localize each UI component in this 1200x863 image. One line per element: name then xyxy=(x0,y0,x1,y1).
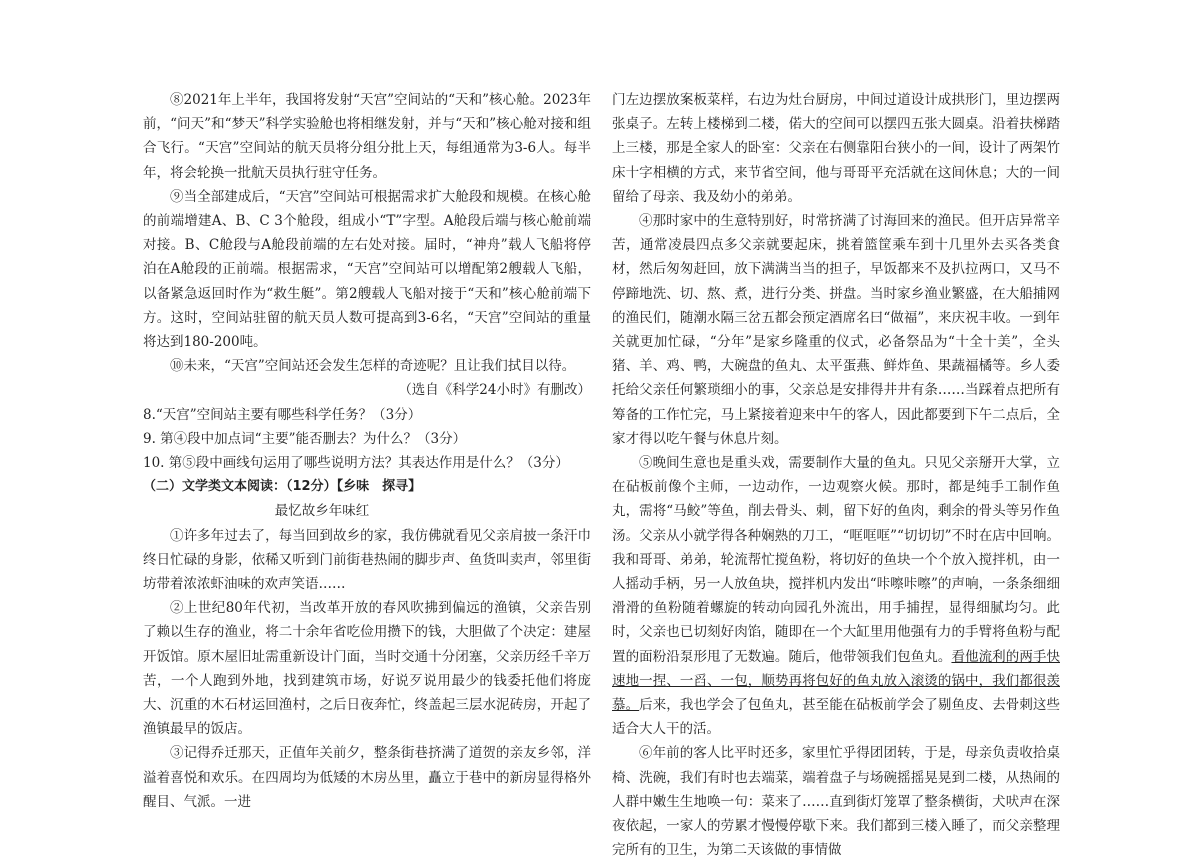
story-paragraph-3-continued: 门左边摆放案板菜样，右边为灶台厨房，中间过道设计成拱形门，里边摆两张桌子。左转上楼梯到二楼，偌大的空间可以摆四五张大圆桌。沿着扶梯踏上三楼，那是全家人的卧室：父亲在右侧靠阳台狭小的一间，设计了两架竹床十字相横的方式，来节省空间，他与哥哥平充活就在这间休息；大的一间留给了母亲、我及幼小的弟弟。 xyxy=(612,92,1060,205)
story-paragraph-5 xyxy=(612,451,1060,741)
left-column xyxy=(143,88,591,814)
article-paragraph-8: ⑧2021年上半年，我国将发射“天宫”空间站的“天和”核心舱。2023年前，“问天”和“梦天”科学实验舱也将相继发射，并与“天和”核心舱对接和组合飞行。“天宫”空间站的航天员将分组分批上天，每组通常为3-6人。每半年，将会轮换一批航天员执行驻守任务。 xyxy=(143,92,591,181)
underlined-sentence: 看他流利的两手快速地一捏、一舀、一包，顺势再将包好的鱼丸放入滚烫的锅中，我们都很羡慕。 xyxy=(612,648,1060,714)
article-paragraph-9: ⑨当全部建成后，“天宫”空间站可根据需求扩大舱段和规模。在核心舱的前端增建A、B、C 3个舱段，组成小“T”字型。A舱段后端与核心舱前端对接。B、C舱段与A舱段前端的左右处对接。届时，“神舟”载人飞船将停泊在A舱段的正前端。根据需求，“天宫”空间站可以增配第2艘载人飞船，以备紧急返回时作为“救生艇”。第2艘载人飞船对接于“天和”核心舱前端下方。这时，空间站驻留的航天员人数可提高到3-6名，“天宫”空间站的重量将达到180-200吨。 xyxy=(143,188,591,351)
story-paragraph-3: ③记得乔迁那天，正值年关前夕，整条街巷挤满了道贺的亲友乡邻，洋溢着喜悦和欢乐。在四周均为低矮的木房丛里，矗立于巷中的新房显得格外醒目、气派。一进 xyxy=(143,745,591,810)
story-paragraph-5-text-a: ⑤晚间生意也是重头戏，需要制作大量的鱼丸。只见父亲掰开大掌，立在砧板前像个主师，一边动作，一边观察火候。那时，都是纯手工制作鱼丸，需将“马鲛”等鱼，削去骨头、刺，留下好的鱼肉，剩余的骨头等另作鱼汤。父亲从小就学得各种娴熟的刀工，“哐哐哐”“切切切”不时在店中回响。我和哥哥、弟弟，轮流帮忙搅鱼粉，将切好的鱼块一个个放入搅拌机，由一人摇动手柄，另一人放鱼块，搅拌机内发出“咔嚓咔嚓”的声响，一条条细细滑滑的鱼粉随着螺旋的转动向园孔外流出，用手捕捏，显得细腻均匀。此时，父亲也已切刻好肉馅，随即在一个大缸里用他强有力的手臂将鱼粉与配置的面粉沿泵形甩了无数遍。随后，他带领我们包鱼丸。 xyxy=(612,455,1060,665)
article-paragraph-10: ⑩未来，“天宫”空间站还会发生怎样的奇迹呢？且让我们拭目以待。 xyxy=(170,358,576,375)
right-column xyxy=(612,88,1060,863)
story-paragraph-4: ④那时家中的生意特别好，时常挤满了讨海回来的渔民。但开店异常辛苦，通常凌晨四点多父亲就要起床，挑着篮筐乘车到十几里外去买各类食材，然后匆匆赶回，放下满满当当的担子，早饭都来不及扒拉两口，又马不停蹄地洗、切、熬、煮，进行分类、拼盘。当时家乡渔业繁盛，在大船捕网的渔民们，随潮水隔三岔五都会预定酒席名曰“做福”，来庆祝丰收。一到年关就更加忙碌，“分年”是家乡隆重的仪式，必备祭品为“十全十美”，全头猪、羊、鸡、鸭，大碗盘的鱼丸、太平蛋燕、鲜炸鱼、果蔬福橘等。乡人委托给父亲任何繁琐细小的事，父亲总是安排得井井有条……当踩着点把所有筹备的工作忙完，马上紧接着迎来中午的客人，因此都要到下午二点后，全家才得以吃午餐与休息片刻。 xyxy=(612,213,1060,447)
question-9: 9. 第④段中加点词“主要”能否删去？为什么？（3分） xyxy=(143,430,467,447)
story-title: 最忆故乡年味红 xyxy=(274,503,370,520)
question-8: 8.“天宫”空间站主要有哪些科学任务？（3分） xyxy=(143,406,422,423)
story-paragraph-5-text-b: 后来，我也学会了包鱼丸，甚至能在砧板前学会了剔鱼皮、去骨刺这些适合大人干的活。 xyxy=(612,697,1060,738)
story-paragraph-1: ①许多年过去了，每当回到故乡的家，我仿佛就看见父亲肩披一条汗巾终日忙碌的身影，依稀又听到门前街巷热闹的脚步声、鱼货叫卖声，邻里街坊带着浓浓虾油味的欢声笑语…… xyxy=(143,527,591,593)
question-10: 10. 第⑤段中画线句运用了哪些说明方法？其表达作用是什么？（3分） xyxy=(143,455,569,472)
section-heading: （二）文学类文本阅读：（12分）【乡味 探寻】 xyxy=(143,479,422,495)
story-paragraph-6: ⑥年前的客人比平时还多，家里忙乎得团团转，于是，母亲负责收拾桌椅、洗碗，我们有时也去端菜，端着盘子与场碗摇摇晃晃到二楼，从热闹的人群中嫩生生地唤一句：菜来了……直到街灯笼罩了整条横街，犬吠声在深夜依起，一家人的劳累才慢慢停歇下来。我们都到三楼入睡了，而父亲整理完所有的卫生，为第二天该做的事情做 xyxy=(612,745,1060,859)
story-paragraph-2: ②上世纪80年代初，当改革开放的春风吹拂到偏远的渔镇，父亲告别了赖以生存的渔业，将二十余年省吃俭用攒下的钱，大胆做了个决定：建屋开饭馆。原木屋旧址需重新设计门面，当时交通十分闭塞，父亲历经千辛万苦，一个人跑到外地，找到建筑市场，好说歹说用最少的钱委托他们将庞大、沉重的木石材运回渔村，之后日夜奔忙，终盖起三层水泥砖房，开起了渔镇最早的饭店。 xyxy=(143,600,591,738)
source-citation: （选自《科学24小时》有删改） xyxy=(398,382,591,399)
